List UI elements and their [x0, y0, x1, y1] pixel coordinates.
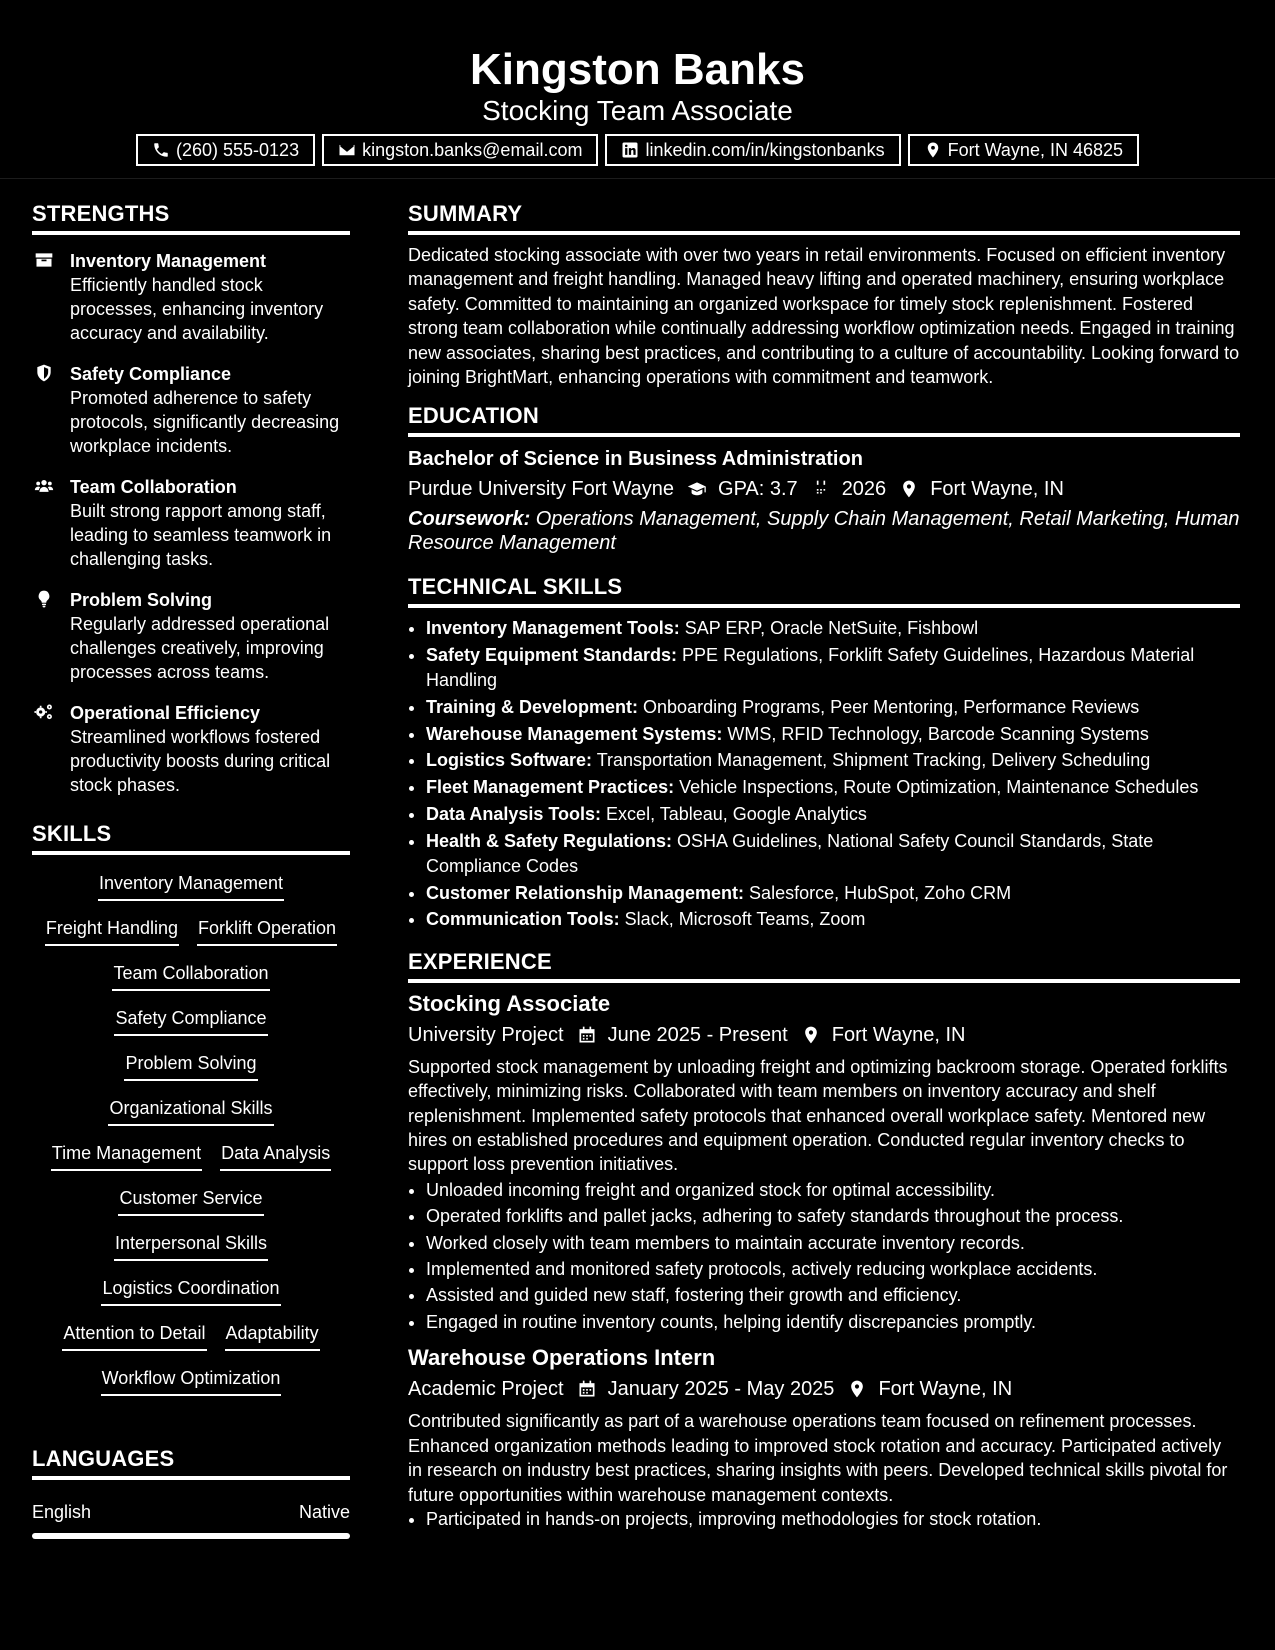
calendar-icon [576, 1379, 598, 1399]
section-divider [32, 231, 350, 235]
job-location: Fort Wayne, IN [831, 1023, 966, 1046]
section-divider [32, 1476, 350, 1480]
skill-values: Onboarding Programs, Peer Mentoring, Performance Reviews [638, 696, 1140, 717]
resume-header [0, 0, 1275, 179]
job-description: Contributed significantly as part of a warehouse operations team focused on refinement processes. Enhanced organization methods leading to improved stock rotation and accuracy. Participated actively in research on industry best practices, sharing insights with peers. Developed technical skills pivotal for future opportunities within warehouse management contexts. [408, 1411, 1228, 1505]
skills-section [32, 821, 350, 1411]
list-item [426, 616, 1240, 640]
strength-title: Problem Solving [70, 590, 213, 610]
list-item: • Worked closely with team members to maintain accurate inventory records. [426, 1231, 1240, 1255]
contact-linkedin[interactable] [605, 134, 900, 166]
strength-desc: Regularly addressed operational challenges creatively, improving processes across teams. [70, 614, 330, 682]
education-section [408, 403, 1240, 555]
skill-values: WMS, RFID Technology, Barcode Scanning Systems [722, 723, 1149, 744]
map-pin-icon [846, 1379, 868, 1399]
box-icon [33, 250, 55, 270]
job-title: Stocking Associate [408, 990, 611, 1016]
strength-item [32, 362, 350, 458]
summary-section [408, 201, 1240, 389]
language-proficiency-bar [32, 1533, 350, 1539]
email-text: kingston.banks@email.com [362, 139, 583, 160]
location-text: Fort Wayne, IN 46825 [947, 139, 1124, 160]
experience-heading: EXPERIENCE [408, 948, 552, 974]
lightbulb-icon [33, 589, 55, 609]
job-bullets [408, 1178, 1240, 1334]
contact-bar [0, 134, 1275, 166]
languages-section [32, 1446, 350, 1539]
graduation-year: 2026 [841, 478, 887, 501]
skill-tag: Time Management [51, 1141, 202, 1171]
language-row [32, 1500, 350, 1524]
skill-values: Slack, Microsoft Teams, Zoom [619, 909, 866, 930]
list-item: • Engaged in routine inventory counts, helping identify discrepancies promptly. [426, 1310, 1240, 1334]
section-divider [32, 851, 350, 855]
school-name: Purdue University Fort Wayne [408, 478, 675, 501]
map-pin-icon [924, 141, 942, 159]
language-name: English [32, 1502, 92, 1522]
job-bullets [408, 1507, 1240, 1531]
experience-section [408, 949, 1240, 1532]
skills-heading: SKILLS [32, 821, 112, 846]
skill-category: Warehouse Management Systems: [426, 723, 723, 744]
list-item [426, 881, 1240, 905]
skill-values: Salesforce, HubSpot, Zoho CRM [744, 882, 1012, 903]
strength-item [32, 249, 350, 345]
strength-title: Operational Efficiency [70, 703, 261, 723]
job-entry [408, 990, 1240, 1334]
calendar-icon [576, 1025, 598, 1045]
strength-desc: Built strong rapport among staff, leading to seamless teamwork in challenging tasks. [70, 501, 332, 569]
skill-category: Logistics Software: [426, 750, 593, 771]
skill-category: Inventory Management Tools: [426, 618, 680, 639]
linkedin-icon [621, 141, 639, 159]
users-icon [33, 476, 55, 496]
strengths-heading: STRENGTHS [32, 201, 170, 226]
calendar-icon [810, 479, 832, 499]
technical-skills-list [408, 616, 1240, 931]
job-description: Supported stock management by unloading freight and optimizing backroom storage. Operated forklifts effectively, minimizing risks. Collaborated with team members on inventory accuracy and shelf replenishment. Implemented safety protocols that enhanced overall workplace safety. Mentored new hires on established procedures and equipment operation. Conducted regular inventory checks to support loss prevention initiatives. [408, 1056, 1228, 1175]
strength-title: Team Collaboration [70, 477, 237, 497]
coursework [408, 507, 1240, 555]
degree-title: Bachelor of Science in Business Administration [408, 448, 863, 471]
linkedin-text: linkedin.com/in/kingstonbanks [645, 139, 885, 160]
education-location: Fort Wayne, IN [930, 478, 1064, 501]
skill-tag: Interpersonal Skills [114, 1231, 268, 1261]
strength-desc: Efficiently handled stock processes, enhancing inventory accuracy and availability. [70, 275, 324, 343]
job-entry [408, 1344, 1240, 1531]
strength-item [32, 475, 350, 571]
skill-category: Training & Development: [426, 696, 639, 717]
skill-tag: Problem Solving [124, 1051, 257, 1081]
skill-values: PPE Regulations, Forklift Safety Guidelines, Hazardous Material Handling [426, 645, 1195, 690]
education-meta [408, 475, 1240, 503]
left-column [32, 178, 350, 1539]
skill-category: Health & Safety Regulations: [426, 831, 673, 852]
job-dates: January 2025 - May 2025 [607, 1378, 835, 1401]
contact-email[interactable] [322, 134, 598, 166]
contact-phone[interactable] [136, 134, 315, 166]
skill-tag: Organizational Skills [108, 1096, 273, 1126]
technical-skills-heading: TECHNICAL SKILLS [408, 574, 623, 600]
summary-heading: SUMMARY [408, 201, 523, 226]
map-pin-icon [800, 1025, 822, 1045]
list-item [426, 775, 1240, 799]
right-column [408, 178, 1240, 1531]
list-item [426, 695, 1240, 719]
skill-tags [32, 871, 350, 1411]
coursework-list: Operations Management, Supply Chain Management, Retail Marketing, Human Resource Management [408, 508, 1240, 555]
skill-category: Customer Relationship Management: [426, 882, 745, 903]
list-item: • Unloaded incoming freight and organized stock for optimal accessibility. [426, 1178, 1240, 1202]
job-org: University Project [408, 1023, 564, 1046]
contact-location [908, 134, 1139, 166]
skill-tag: Logistics Coordination [101, 1276, 280, 1306]
gears-icon [33, 702, 55, 722]
phone-icon [152, 141, 170, 159]
skill-category: Data Analysis Tools: [426, 804, 602, 825]
language-level: Native [298, 1502, 350, 1522]
skill-tag: Freight Handling [45, 916, 179, 946]
languages-heading: LANGUAGES [32, 1446, 175, 1471]
section-divider [408, 433, 1240, 437]
list-item [426, 907, 1240, 931]
candidate-name: Kingston Banks [470, 45, 805, 94]
skill-values: OSHA Guidelines, National Safety Council Standards, State Compliance Codes [426, 831, 1154, 876]
list-item [426, 722, 1240, 746]
list-item [426, 829, 1240, 878]
skill-tag: Workflow Optimization [101, 1366, 282, 1396]
shield-icon [33, 363, 55, 383]
skill-values: SAP ERP, Oracle NetSuite, Fishbowl [679, 618, 979, 639]
list-item [426, 643, 1240, 692]
envelope-icon [338, 141, 356, 159]
strength-title: Safety Compliance [70, 364, 232, 384]
job-dates: June 2025 - Present [607, 1023, 788, 1046]
phone-text: (260) 555-0123 [175, 139, 300, 160]
list-item [426, 748, 1240, 772]
summary-text: Dedicated stocking associate with over two years in retail environments. Focused on efficient inventory management and freight handling. Managed heavy lifting and operated machinery, ensuring workplace safety. Committed to maintaining an organized workspace for timely stock replenishment. Fostered strong team collaboration while continually addressing workflow optimization needs. Engaged in training new associates, sharing best practices, and contributing to a culture of accountability. Looking forward to joining BrightMart, enhancing operations with commitment and teamwork. [408, 245, 1240, 388]
strength-item [32, 588, 350, 684]
technical-skills-section [408, 574, 1240, 931]
skill-category: Safety Equipment Standards: [426, 645, 678, 666]
strength-desc: Streamlined workflows fostered productivity boosts during critical stock phases. [70, 727, 331, 795]
skill-tag: Attention to Detail [62, 1321, 206, 1351]
candidate-title: Stocking Team Associate [482, 95, 793, 126]
section-divider [408, 231, 1240, 235]
skill-values: Vehicle Inspections, Route Optimization, Maintenance Schedules [674, 777, 1199, 798]
skill-tag: Team Collaboration [112, 961, 269, 991]
skill-tag: Forklift Operation [197, 916, 337, 946]
skill-tag: Inventory Management [98, 871, 284, 901]
job-title: Warehouse Operations Intern [408, 1345, 716, 1371]
education-heading: EDUCATION [408, 403, 539, 429]
strength-item [32, 701, 350, 797]
skill-tag: Data Analysis [220, 1141, 331, 1171]
skill-tag: Customer Service [118, 1186, 263, 1216]
skill-category: Fleet Management Practices: [426, 777, 675, 798]
job-meta [408, 1375, 1240, 1403]
skill-values: Transportation Management, Shipment Tracking, Delivery Scheduling [592, 750, 1151, 771]
strength-desc: Promoted adherence to safety protocols, significantly decreasing workplace incidents. [70, 388, 340, 456]
list-item: • Assisted and guided new staff, fostering their growth and efficiency. [426, 1283, 1240, 1307]
skill-category: Communication Tools: [426, 909, 620, 930]
strength-title: Inventory Management [70, 251, 267, 271]
strengths-section [32, 201, 350, 797]
section-divider [408, 979, 1240, 983]
coursework-label: Coursework: [408, 508, 531, 531]
graduation-cap-icon [686, 479, 708, 499]
section-divider [408, 604, 1240, 608]
list-item: • Implemented and monitored safety protocols, actively reducing workplace accidents. [426, 1257, 1240, 1281]
job-meta [408, 1021, 1240, 1049]
list-item: • Operated forklifts and pallet jacks, adhering to safety standards throughout the process. [426, 1204, 1240, 1228]
map-pin-icon [898, 479, 920, 499]
job-org: Academic Project [408, 1378, 564, 1401]
skill-tag: Adaptability [225, 1321, 320, 1351]
skill-tag: Safety Compliance [114, 1006, 267, 1036]
list-item [426, 802, 1240, 826]
job-location: Fort Wayne, IN [878, 1378, 1013, 1401]
list-item: • Participated in hands-on projects, improving methodologies for stock rotation. [426, 1507, 1240, 1531]
skill-values: Excel, Tableau, Google Analytics [601, 804, 867, 825]
gpa-text: GPA: 3.7 [718, 478, 798, 501]
